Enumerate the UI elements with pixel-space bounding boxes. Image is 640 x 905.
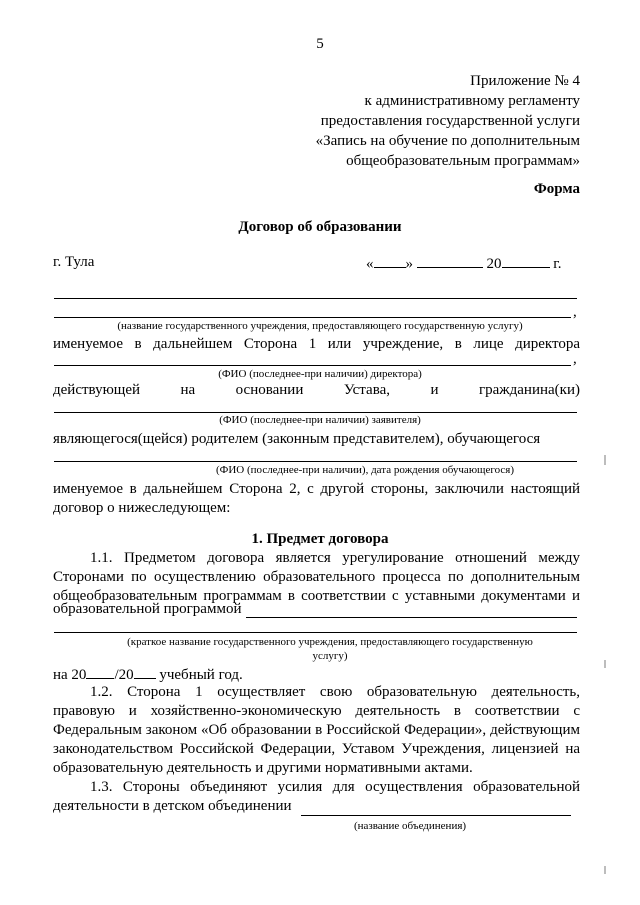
scan-mark xyxy=(604,866,606,874)
caption-association: (название объединения) xyxy=(353,820,467,832)
acting-line xyxy=(53,382,580,399)
p11-line-1: 1.1. Предметом договора является урегулирование отношений между xyxy=(90,550,580,566)
p12-line-4: законодательством Российской Федерации, Уставом Учреждения, лицензией на xyxy=(53,741,580,757)
p12-line-2: правовую и хозяйственно-экономическую деятельность в соответствии с xyxy=(53,703,580,719)
p13-line-1: 1.3. Стороны объединяют усилия для осуществления образовательной xyxy=(90,779,580,795)
date-open-quote: « xyxy=(366,256,374,272)
p12-line-3: Федеральным законом «Об образовании в Российской Федерации», действующим xyxy=(53,722,580,738)
appendix-line-3: предоставления государственной услуги xyxy=(320,113,580,129)
year-blank xyxy=(502,254,550,268)
student-line xyxy=(54,461,577,462)
side1-line: именуемое в дальнейшем Сторона 1 или учреждение, в лице директора xyxy=(53,336,580,352)
caption-short-name-2: услугу) xyxy=(312,650,348,662)
scan-mark xyxy=(604,660,606,668)
document-title: Договор об образовании xyxy=(238,219,402,235)
side2-line-1: именуемое в дальнейшем Сторона 2, с другой стороны, заключили настоящий xyxy=(53,481,580,497)
comma-2: , xyxy=(573,351,577,367)
caption-institution: (название государственного учреждения, предоставляющего государственную услугу) xyxy=(117,320,523,332)
end-year-blank xyxy=(134,665,156,679)
date-fields xyxy=(366,254,561,273)
acting-word-6: гражданина(ки) xyxy=(478,382,580,398)
year-on: на 20 xyxy=(53,667,87,683)
p11-line-3: общеобразовательным программам в соответствии с уставными документами и xyxy=(53,588,580,604)
scan-mark xyxy=(604,455,606,465)
acting-word-1: действующей xyxy=(53,382,141,398)
p13-line-2: деятельности в детском объединении xyxy=(53,798,292,814)
appendix-line-5: общеобразовательным программам» xyxy=(346,153,580,169)
year-end: учебный год. xyxy=(159,667,243,683)
caption-student: (ФИО (последнее-при наличии), дата рождения обучающегося) xyxy=(216,464,515,476)
acting-word-4: Устава, xyxy=(343,382,390,398)
start-year-blank xyxy=(86,665,114,679)
director-line xyxy=(54,365,571,366)
day-blank xyxy=(374,254,406,268)
parent-line: являющегося(щейся) родителем (законным представителем), обучающегося xyxy=(53,431,541,447)
institution-line-2 xyxy=(54,317,571,318)
appendix-line-4: «Запись на обучение по дополнительным xyxy=(315,133,580,149)
caption-director: (ФИО (последнее-при наличии) директора) xyxy=(218,368,422,380)
page-number: 5 xyxy=(316,36,324,52)
p12-line-1: 1.2. Сторона 1 осуществляет свою образовательную деятельность, xyxy=(90,684,580,700)
acting-word-3: основании xyxy=(235,382,304,398)
academic-year xyxy=(53,665,243,684)
section1-heading: 1. Предмет договора xyxy=(251,531,389,547)
month-blank xyxy=(417,254,483,268)
p11-line-2: Сторонами по осуществлению образовательного процесса по дополнительным xyxy=(53,569,580,585)
p12-line-5: образовательную деятельность и другими нормативными актами. xyxy=(53,760,473,776)
caption-short-name-1: (краткое название государственного учреждения, предоставляющего государственную xyxy=(127,636,533,648)
association-line xyxy=(301,815,571,816)
program-line xyxy=(246,617,577,618)
comma-1: , xyxy=(573,304,577,320)
appendix-line-1: Приложение № 4 xyxy=(470,73,580,89)
acting-word-2: на xyxy=(180,382,196,398)
acting-word-5: и xyxy=(430,382,439,398)
p11-line-4: образовательной программой xyxy=(53,601,242,617)
appendix-line-2: к административному регламенту xyxy=(364,93,580,109)
caption-applicant: (ФИО (последнее-при наличии) заявителя) xyxy=(219,414,421,426)
year-prefix: 20 xyxy=(486,256,502,272)
place: г. Тула xyxy=(53,254,95,270)
date-close-quote: » xyxy=(405,256,413,272)
form-label: Форма xyxy=(533,181,580,197)
side2-line-2: договор о нижеследующем: xyxy=(53,500,231,516)
year-suffix: г. xyxy=(553,256,562,272)
institution-line-1 xyxy=(54,298,577,299)
year-slash: /20 xyxy=(114,667,134,683)
applicant-line xyxy=(54,412,577,413)
short-name-line xyxy=(54,632,577,633)
